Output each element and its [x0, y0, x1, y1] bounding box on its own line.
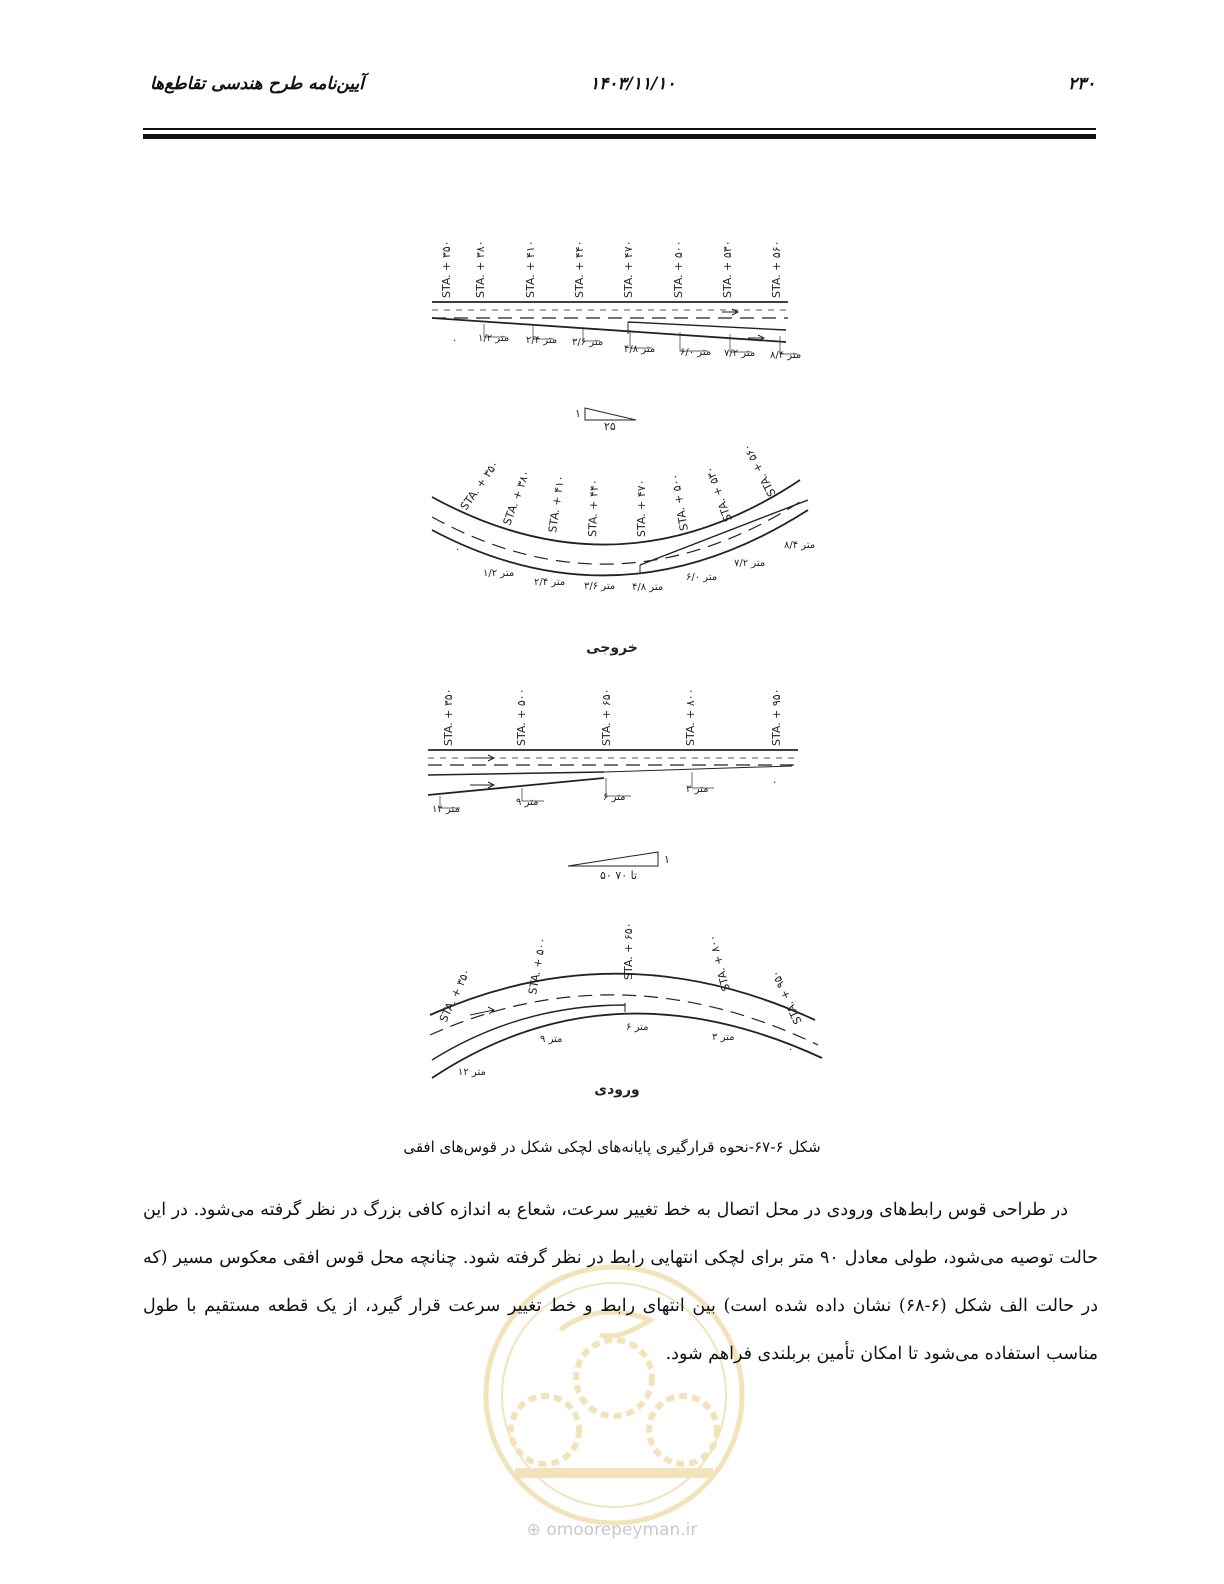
entry-taper-rise: ۱: [664, 853, 670, 866]
exit-curve-offsets: [455, 540, 815, 593]
exit-curve-offset-label: ۰: [455, 544, 461, 555]
exit-curve-station-label: STA. + ۴۱۰: [546, 474, 567, 534]
exit-curve-stations: [458, 442, 779, 537]
exit-taper-ratio: [585, 408, 636, 420]
body-paragraph: [143, 1186, 1098, 1378]
entry-tangent-offsets: [432, 772, 777, 815]
entry-curve-station-label: STA. + ۵۰۰: [526, 936, 549, 996]
entry-tangent-station-label: STA. + ۳۵۰: [442, 688, 455, 746]
entry-tangent-station-label: STA. + ۹۵۰: [770, 688, 783, 746]
exit-tangent-offset-label: ۲/۴ متر: [526, 335, 558, 346]
entry-curve-offset-label: ۹ متر: [540, 1034, 563, 1045]
exit-curve-station-label: STA. + ۵۰۰: [668, 472, 691, 532]
entry-tangent-station-label: STA. + ۵۰۰: [515, 688, 528, 746]
exit-curve-offset-label: ۳/۶ متر: [584, 581, 616, 592]
figure-caption: شکل ۶-۶۷-نحوه قرارگیری پایانه‌های لچکی شکل در قوس‌های افقی: [403, 1138, 821, 1156]
exit-tangent-offset-label: ۸/۴ متر: [770, 350, 802, 361]
exit-tangent-station-label: STA. + ۴۴۰: [573, 240, 586, 298]
entry-tangent-stations: [442, 688, 783, 746]
exit-tangent-offset-label: ۴/۸ متر: [624, 344, 656, 355]
entry-tangent-offset-label: ۹ متر: [516, 797, 539, 808]
exit-tangent-station-label: STA. + ۴۱۰: [524, 240, 537, 298]
entry-curve-offsets: [458, 1022, 793, 1078]
entry-tangent-offset-label: ۳ متر: [686, 784, 709, 795]
exit-taper-run: ۲۵: [604, 420, 616, 433]
running-header-title: آیین‌نامه طرح هندسی تقاطع‌ها: [150, 74, 364, 94]
entry-tangent-offset-label: ۱۲ متر: [432, 804, 460, 815]
exit-curve-offset-label: ۸/۴ متر: [784, 540, 816, 551]
exit-tangent-station-label: STA. + ۳۸۰: [474, 240, 487, 298]
exit-curve-station-label: STA. + ۴۴۰: [586, 479, 602, 538]
exit-taper-rise: ۱: [575, 407, 581, 420]
entry-curve-station-label: STA. + ۹۵۰: [768, 968, 805, 1027]
entry-tangent-diagram: [428, 750, 798, 795]
entry-tangent-station-label: STA. + ۶۵۰: [600, 688, 613, 746]
exit-tangent-station-label: STA. + ۳۵۰: [440, 240, 453, 298]
exit-tangent-station-label: STA. + ۵۳۰: [721, 240, 734, 298]
entry-label: ورودی: [594, 1082, 640, 1098]
exit-curve-station-label: STA. + ۳۸۰: [500, 468, 533, 528]
entry-curve-offset-label: ۳ متر: [712, 1032, 735, 1043]
exit-tangent-offset-label: ۷/۲ متر: [724, 348, 756, 359]
exit-curve-offset-label: ۴/۸ متر: [632, 582, 664, 593]
exit-curve-station-label: STA. + ۵۳۰: [702, 464, 735, 524]
entry-curve-offset-label: ۱۲ متر: [458, 1067, 486, 1078]
exit-tangent-station-label: STA. + ۵۶۰: [770, 240, 783, 298]
exit-tangent-stations: [440, 240, 783, 298]
exit-curve-offset-label: ۱/۲ متر: [483, 568, 515, 579]
watermark-url-text: omoorepeyman.ir: [546, 1520, 698, 1540]
entry-curve-station-label: STA. + ۶۵۰: [622, 922, 635, 980]
exit-tangent-offset-label: ۱/۲ متر: [478, 333, 510, 344]
exit-tangent-offset-label: ۳/۶ متر: [572, 337, 604, 348]
exit-tangent-station-label: STA. + ۵۰۰: [672, 240, 685, 298]
entry-curve-station-label: STA. + ۸۰۰: [705, 933, 733, 993]
entry-tangent-offset-label: ۰: [772, 777, 778, 788]
exit-curve-offset-label: ۷/۲ متر: [734, 558, 766, 569]
exit-tangent-station-label: STA. + ۴۷۰: [622, 240, 635, 298]
entry-curve-offset-label: ۶ متر: [626, 1022, 649, 1033]
exit-tangent-offset-label: ۰: [452, 335, 458, 346]
page-number: ۲۳۰: [1068, 74, 1096, 94]
exit-curve-offset-label: ۲/۴ متر: [534, 577, 566, 588]
body-paragraph-text: در طراحی قوس رابط‌های ورودی در محل اتصال به خط تغییر سرعت، شعاع به اندازه کافی بزرگ در نظر گرفته می‌شود. در این حالت توصیه می‌شود، طولی معادل ۹۰ متر برای لچکی انتهایی رابط در نظر گرفته شود. چنانچه محل قوس افقی معکوس مسیر (که در حالت الف شکل (۶-۶۸) نشان داده شده است) بین انتهای رابط و خط تغییر سرعت قرار گیرد، از یک قطعه مستقیم با طول مناسب استفاده می‌شود تا امکان تأمین بربلندی فراهم شود.: [143, 1200, 1099, 1364]
entry-curve-offset-label: ۰: [788, 1044, 794, 1055]
watermark-url: [0, 1520, 1224, 1540]
exit-curve-station-label: STA. + ۴۷۰: [635, 479, 648, 537]
exit-curve-offset-label: ۶/۰ متر: [686, 572, 718, 583]
exit-tangent-offset-label: ۶/۰ متر: [680, 347, 712, 358]
exit-tangent-offsets: [452, 324, 801, 361]
exit-curve-station-label: STA. + ۵۶۰: [740, 441, 779, 499]
entry-tangent-offset-label: ۶ متر: [603, 792, 626, 803]
exit-curve-station-label: STA. + ۳۵۰: [457, 458, 502, 513]
entry-curve-station-label: STA. + ۳۵۰: [436, 966, 474, 1025]
exit-label: خروجی: [586, 640, 638, 656]
entry-taper-run: ۵۰ تا ۷۰: [600, 869, 638, 882]
watermark-globe-icon: ⊕: [526, 1520, 541, 1540]
entry-tangent-station-label: STA. + ۸۰۰: [684, 688, 697, 746]
entry-taper-ratio: [568, 852, 658, 866]
running-header-date: ۱۴۰۳/۱۱/۱۰: [590, 74, 676, 94]
